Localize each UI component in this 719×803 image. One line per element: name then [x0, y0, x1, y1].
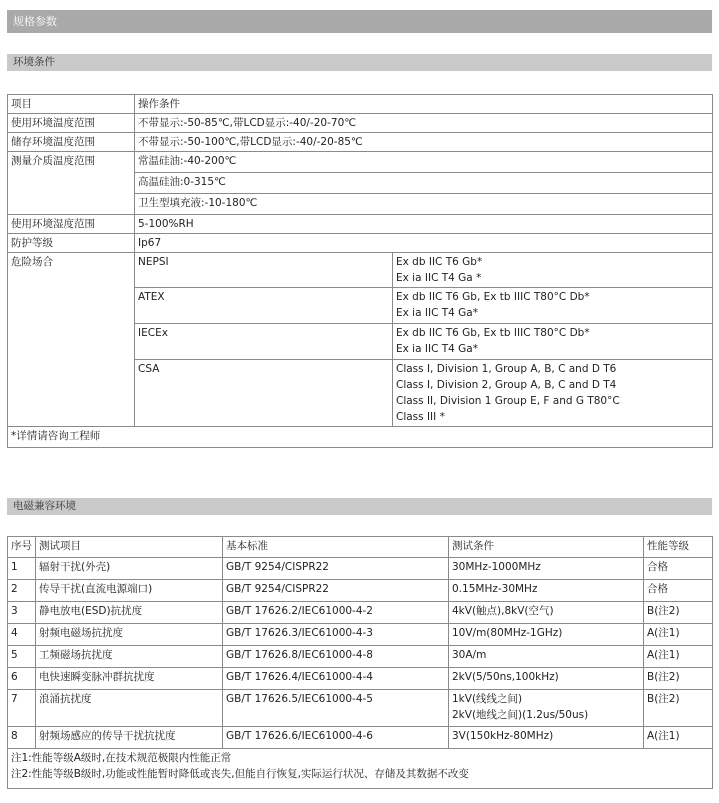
cell-no: 7: [8, 690, 36, 727]
cell-item: 传导干扰(直流电源端口): [36, 580, 223, 602]
table-row: [8, 215, 713, 234]
marking-line: Ex ia IIC T4 Ga*: [396, 307, 478, 319]
table-row: [8, 690, 713, 727]
cell-grade: 合格: [644, 558, 713, 580]
cell-standard: GB/T 17626.5/IEC61000-4-5: [223, 690, 449, 727]
row-label: 储存环境温度范围: [8, 133, 135, 152]
table-note-row: [8, 749, 713, 789]
marking-line: Class II, Division 1 Group E, F and G T80°C: [396, 395, 620, 407]
cell-condition: [449, 690, 644, 727]
cell-standard: GB/T 17626.4/IEC61000-4-4: [223, 668, 449, 690]
cell-grade: B(注2): [644, 668, 713, 690]
cell-no: 1: [8, 558, 36, 580]
header-cell: 性能等级: [644, 537, 713, 558]
table-note: *详情请咨询工程师: [8, 427, 713, 448]
cert-marking: [393, 253, 713, 288]
header-cell: 操作条件: [135, 95, 713, 114]
page-header: [7, 10, 712, 33]
table-row: [8, 253, 713, 288]
cell-grade: B(注2): [644, 690, 713, 727]
cell-no: 8: [8, 727, 36, 749]
table-row: [8, 234, 713, 253]
row-value: 不带显示:-50-85℃,带LCD显示:-40/-20-70℃: [135, 114, 713, 133]
cell-item: 工频磁场抗扰度: [36, 646, 223, 668]
cell-condition: 4kV(触点),8kV(空气): [449, 602, 644, 624]
row-value: 不带显示:-50-100℃,带LCD显示:-40/-20-85℃: [135, 133, 713, 152]
cert-name: NEPSI: [135, 253, 393, 288]
cert-name: ATEX: [135, 288, 393, 324]
table-row: [8, 133, 713, 152]
table-header-row: [8, 537, 713, 558]
cell-grade: A(注1): [644, 727, 713, 749]
cell-item: 射频电磁场抗扰度: [36, 624, 223, 646]
table-notes: [8, 749, 713, 789]
cell-item: 辐射干扰(外壳): [36, 558, 223, 580]
row-label: 危险场合: [8, 253, 135, 427]
cell-no: 5: [8, 646, 36, 668]
note-2: 注2:性能等级B级时,功能或性能暂时降低或丧失,但能自行恢复,实际运行状况、存储及其数据不改变: [11, 768, 469, 780]
cell-standard: GB/T 9254/CISPR22: [223, 580, 449, 602]
cell-grade: B(注2): [644, 602, 713, 624]
marking-line: Class I, Division 2, Group A, B, C and D T4: [396, 379, 617, 391]
table-row: [8, 602, 713, 624]
emc-table: [7, 536, 713, 789]
row-value: 5-100%RH: [135, 215, 713, 234]
cell-standard: GB/T 17626.3/IEC61000-4-3: [223, 624, 449, 646]
header-cell: 序号: [8, 537, 36, 558]
cert-marking: [393, 324, 713, 360]
cert-name: CSA: [135, 360, 393, 427]
cell-no: 3: [8, 602, 36, 624]
condition-line: 1kV(线线之间): [452, 693, 523, 705]
table-row: [8, 114, 713, 133]
cell-standard: GB/T 17626.2/IEC61000-4-2: [223, 602, 449, 624]
note-1: 注1:性能等级A级时,在技术规范极限内性能正常: [11, 752, 232, 764]
cell-standard: GB/T 17626.6/IEC61000-4-6: [223, 727, 449, 749]
cell-standard: GB/T 17626.8/IEC61000-4-8: [223, 646, 449, 668]
cell-condition: 3V(150kHz-80MHz): [449, 727, 644, 749]
cell-item: 射频场感应的传导干扰抗扰度: [36, 727, 223, 749]
emc-section-header: [7, 498, 712, 515]
marking-line: Ex db IIC T6 Gb*: [396, 256, 483, 268]
cell-grade: 合格: [644, 580, 713, 602]
cell-grade: A(注1): [644, 624, 713, 646]
header-cell: 基本标准: [223, 537, 449, 558]
emc-section-title: 电磁兼容环境: [13, 500, 76, 512]
marking-line: Class I, Division 1, Group A, B, C and D T6: [396, 363, 617, 375]
marking-line: Ex ia IIC T4 Ga *: [396, 272, 482, 284]
cell-grade: A(注1): [644, 646, 713, 668]
row-label: 使用环境温度范围: [8, 114, 135, 133]
marking-line: Ex db IIC T6 Gb, Ex tb IIIC T80°C Db*: [396, 291, 590, 303]
table-row: [8, 558, 713, 580]
table-note-row: [8, 427, 713, 448]
table-row: [8, 646, 713, 668]
cell-no: 2: [8, 580, 36, 602]
marking-line: Ex ia IIC T4 Ga*: [396, 343, 478, 355]
table-row: [8, 152, 713, 173]
header-cell: 测试项目: [36, 537, 223, 558]
row-label: 防护等级: [8, 234, 135, 253]
table-row: [8, 727, 713, 749]
cell-condition: 30A/m: [449, 646, 644, 668]
cell-no: 6: [8, 668, 36, 690]
row-label: 测量介质温度范围: [8, 152, 135, 215]
marking-line: Ex db IIC T6 Gb, Ex tb IIIC T80°C Db*: [396, 327, 590, 339]
cell-item: 浪涌抗扰度: [36, 690, 223, 727]
cert-marking: [393, 360, 713, 427]
cert-name: IECEx: [135, 324, 393, 360]
table-row: [8, 580, 713, 602]
row-value: 卫生型填充液:-10-180℃: [135, 194, 713, 215]
table-row: [8, 624, 713, 646]
env-section-header: [7, 54, 712, 71]
row-value: 高温硅油:0-315℃: [135, 173, 713, 194]
row-label: 使用环境湿度范围: [8, 215, 135, 234]
row-value: 常温硅油:-40-200℃: [135, 152, 713, 173]
env-table: [7, 94, 713, 448]
condition-line: 2kV(地线之间)(1.2us/50us): [452, 709, 589, 721]
cell-condition: 0.15MHz-30MHz: [449, 580, 644, 602]
table-row: [8, 668, 713, 690]
row-value: Ip67: [135, 234, 713, 253]
page-title: 规格参数: [13, 15, 57, 28]
header-cell: 测试条件: [449, 537, 644, 558]
cell-item: 电快速瞬变脉冲群抗扰度: [36, 668, 223, 690]
cell-no: 4: [8, 624, 36, 646]
env-section-title: 环境条件: [13, 56, 55, 68]
cell-standard: GB/T 9254/CISPR22: [223, 558, 449, 580]
cert-marking: [393, 288, 713, 324]
cell-item: 静电放电(ESD)抗扰度: [36, 602, 223, 624]
cell-condition: 2kV(5/50ns,100kHz): [449, 668, 644, 690]
table-header-row: [8, 95, 713, 114]
cell-condition: 30MHz-1000MHz: [449, 558, 644, 580]
marking-line: Class III *: [396, 411, 445, 423]
cell-condition: 10V/m(80MHz-1GHz): [449, 624, 644, 646]
header-cell: 项目: [8, 95, 135, 114]
